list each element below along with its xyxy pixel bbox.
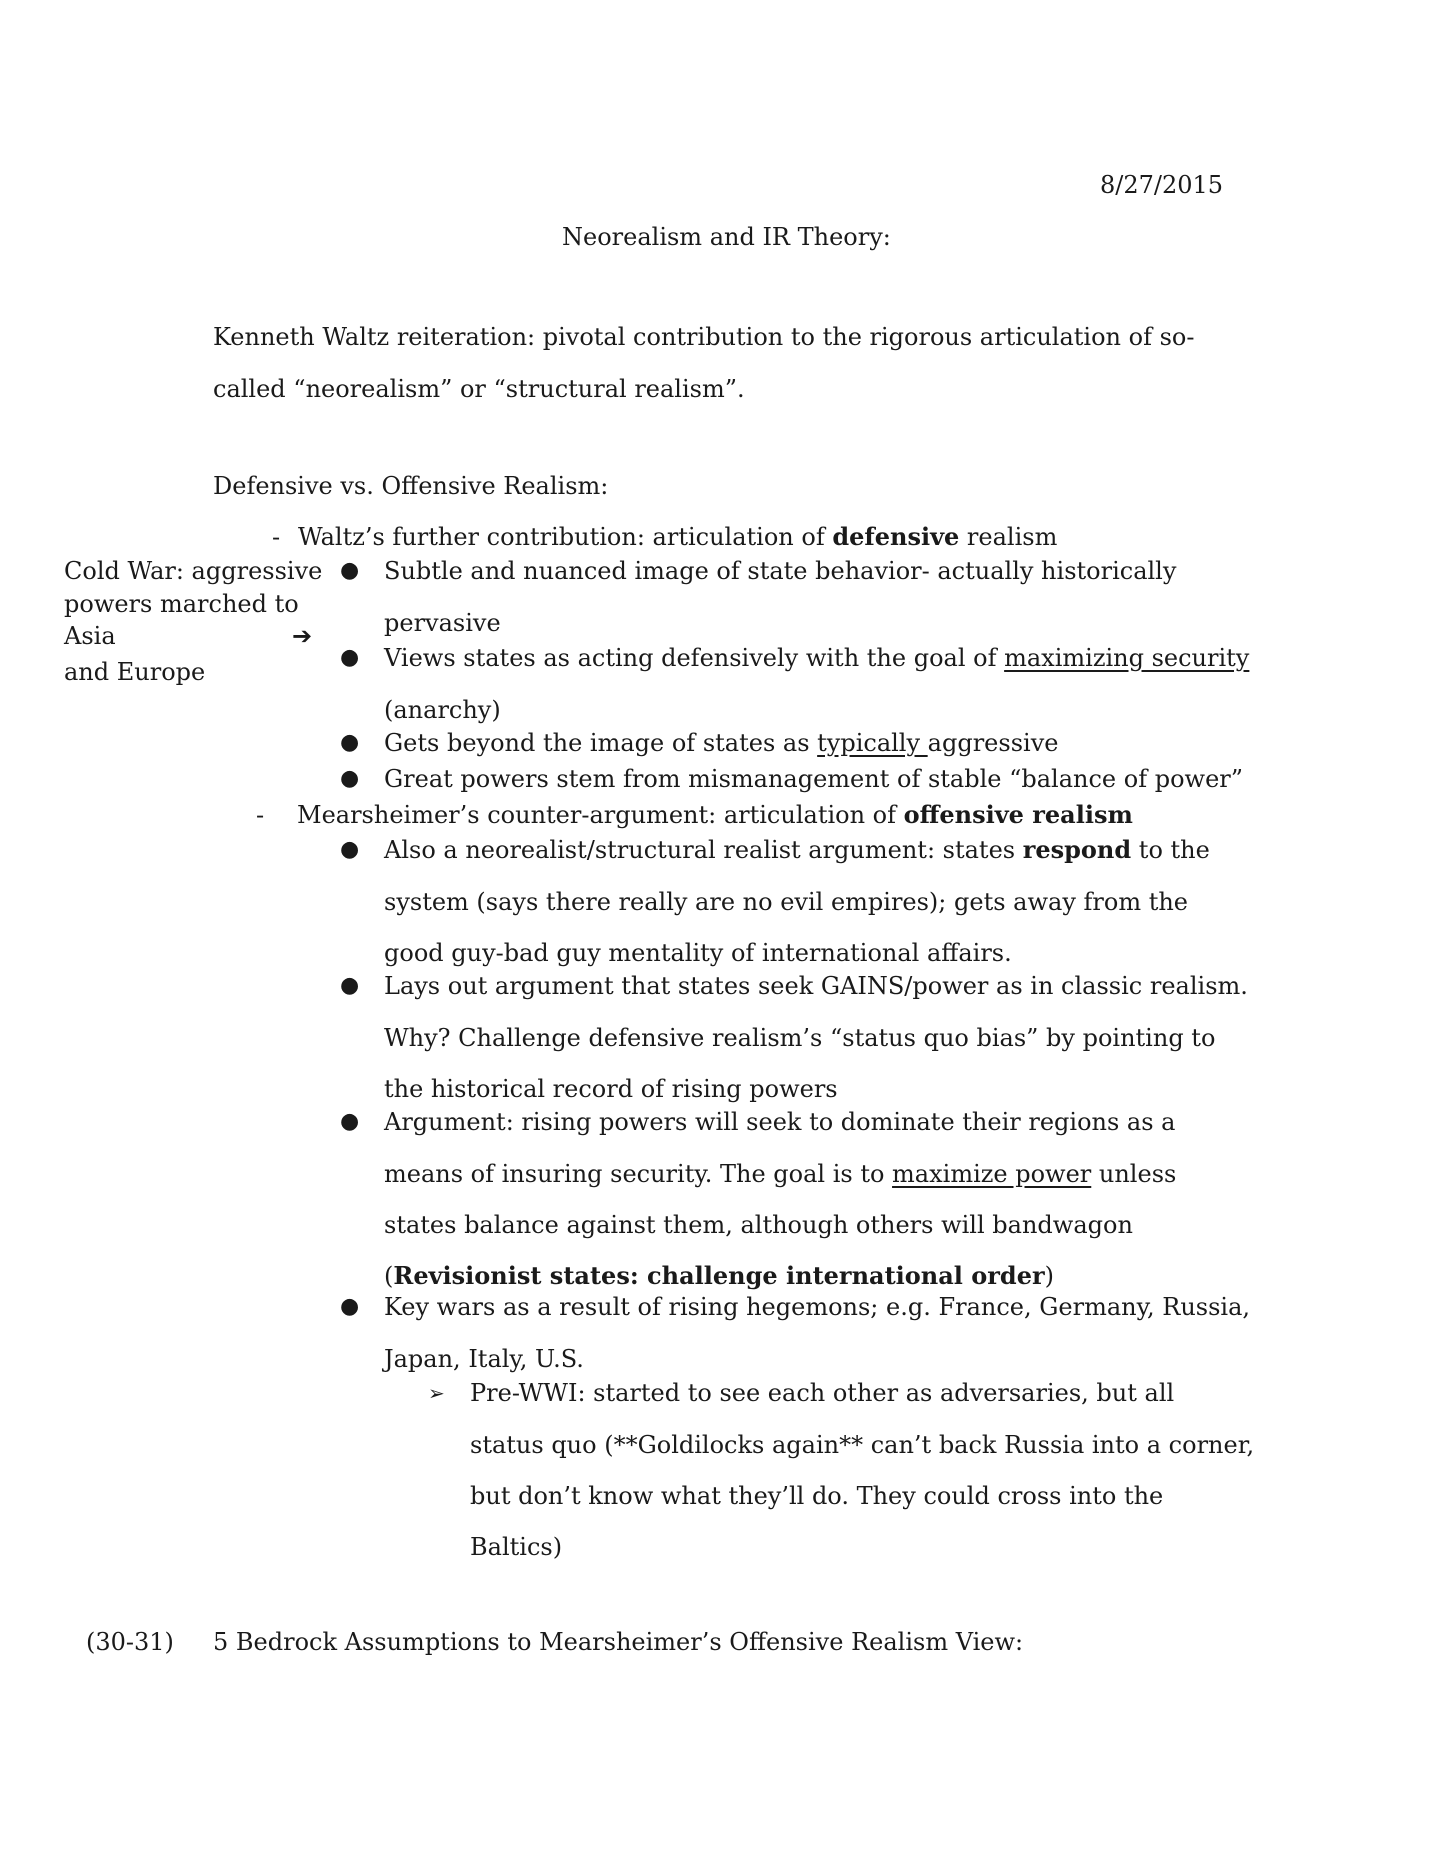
- arrowhead-bullet-icon: ➢: [428, 1381, 445, 1405]
- offensive-bullet-4-line-1: Key wars as a result of rising hegemons; e.g. France, Germany, Russia,: [384, 1293, 1251, 1321]
- side-note-line-1: Cold War: aggressive: [64, 557, 323, 585]
- offensive-bullet-1-line-2: system (says there really are no evil empires); gets away from the: [384, 888, 1189, 916]
- waltz-item: Waltz’s further contribution: articulation of defensive realism: [298, 522, 1058, 551]
- intro-line-1: Kenneth Waltz reiteration: pivotal contribution to the rigorous articulation of so-: [213, 323, 1195, 351]
- section-heading-defensive-offensive: Defensive vs. Offensive Realism:: [213, 472, 609, 500]
- offensive-bullet-3-line-2: means of insuring security. The goal is to maximize power unless: [384, 1160, 1177, 1188]
- defensive-bullet-2-line-2: (anarchy): [384, 696, 501, 724]
- defensive-bullet-4: Great powers stem from mismanagement of stable “balance of power”: [384, 765, 1244, 793]
- bullet-icon: ●: [340, 1294, 360, 1319]
- mearsheimer-item: Mearsheimer’s counter-argument: articulation of offensive realism: [297, 800, 1133, 829]
- bullet-icon: ●: [340, 837, 360, 862]
- offensive-bullet-2-line-2: Why? Challenge defensive realism’s “status quo bias” by pointing to: [384, 1024, 1216, 1052]
- defensive-bullet-1-line-1: Subtle and nuanced image of state behavior- actually historically: [384, 557, 1177, 585]
- bullet-icon: ●: [340, 766, 360, 791]
- side-note-line-3: Asia: [64, 622, 116, 650]
- defensive-bullet-3: Gets beyond the image of states as typically aggressive: [384, 729, 1059, 757]
- intro-line-2: called “neorealism” or “structural realism”.: [213, 375, 745, 403]
- offensive-bullet-1-line-3: good guy-bad guy mentality of international affairs.: [384, 939, 1012, 967]
- bullet-icon: ●: [340, 730, 360, 755]
- offensive-bullet-1-line-1: Also a neorealist/structural realist argument: states respond to the: [384, 835, 1210, 864]
- document-date: 8/27/2015: [1100, 171, 1224, 199]
- defensive-bullet-2-line-1: Views states as acting defensively with the goal of maximizing security: [384, 644, 1250, 672]
- offensive-bullet-4-line-2: Japan, Italy, U.S.: [384, 1345, 584, 1373]
- sub-point-line-3: but don’t know what they’ll do. They could cross into the: [470, 1482, 1164, 1510]
- bullet-icon: ●: [340, 558, 360, 583]
- bullet-icon: ●: [340, 645, 360, 670]
- side-note-line-4: and Europe: [64, 658, 206, 686]
- dash-icon: -: [256, 801, 265, 829]
- page-reference: (30-31): [86, 1628, 174, 1656]
- offensive-bullet-3-line-1: Argument: rising powers will seek to dominate their regions as a: [384, 1108, 1176, 1136]
- defensive-bullet-1-line-2: pervasive: [384, 609, 501, 637]
- offensive-bullet-3-line-4: (Revisionist states: challenge international order): [384, 1261, 1054, 1290]
- bullet-icon: ●: [340, 973, 360, 998]
- dash-icon: -: [272, 523, 281, 551]
- sub-point-line-4: Baltics): [470, 1533, 563, 1561]
- right-arrow-icon: ➔: [292, 622, 313, 650]
- side-note-line-2: powers marched to: [64, 590, 299, 618]
- bedrock-assumptions-heading: 5 Bedrock Assumptions to Mearsheimer’s Offensive Realism View:: [213, 1628, 1024, 1656]
- sub-point-line-1: Pre-WWI: started to see each other as adversaries, but all: [470, 1379, 1175, 1407]
- offensive-bullet-3-line-3: states balance against them, although others will bandwagon: [384, 1211, 1133, 1239]
- bullet-icon: ●: [340, 1109, 360, 1134]
- offensive-bullet-2-line-3: the historical record of rising powers: [384, 1075, 838, 1103]
- offensive-bullet-2-line-1: Lays out argument that states seek GAINS/power as in classic realism.: [384, 972, 1248, 1000]
- document-title: Neorealism and IR Theory:: [562, 223, 891, 251]
- sub-point-line-2: status quo (**Goldilocks again** can’t back Russia into a corner,: [470, 1431, 1255, 1459]
